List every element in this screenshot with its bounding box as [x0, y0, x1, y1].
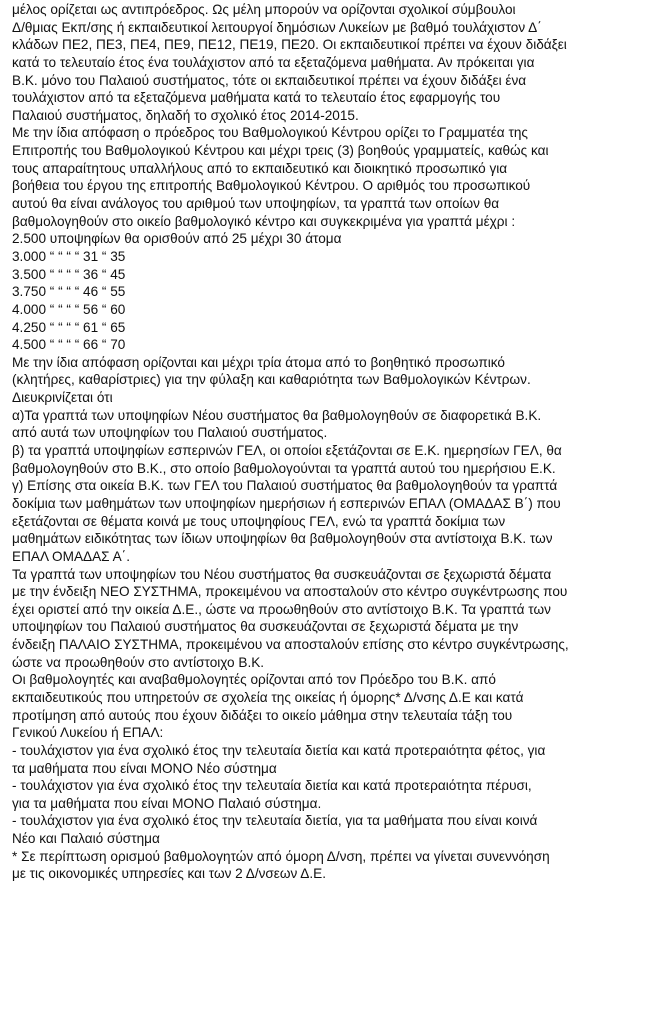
text-line: Με την ίδια απόφαση ορίζονται και μέχρι τρία άτομα από το βοηθητικό προσωπικό [12, 354, 505, 370]
text-line: εκπαιδευτικούς που υπηρετούν σε σχολεία της οικείας ή όμορης* Δ/νσης Δ.Ε και κατά [12, 689, 524, 705]
text-line: 3.000 “ “ “ “ 31 “ 35 [12, 248, 126, 264]
text-line: μαθημάτων ειδικότητας των ίδιων υποψηφίων θα βαθμολογηθούν στα αντίστοιχα Β.Κ. των [12, 531, 553, 547]
text-line: * Σε περίπτωση ορισμού βαθμολογητών από όμορη Δ/νση, πρέπει να γίνεται συνεννόηση [12, 848, 550, 864]
text-line: βαθμολογηθούν στο Β.Κ., στο οποίο βαθμολογούνται τα γραπτά αυτού του ημερήσιου Ε.Κ. [12, 460, 556, 476]
text-line: Δ/θμιας Εκπ/σης ή εκπαιδευτικοί λειτουργοί δημόσιων Λυκείων με βαθμό τουλάχιστον Δ΄ [12, 19, 542, 35]
text-line: από αυτά των υποψηφίων του Παλαιού συστήματος. [12, 425, 328, 441]
text-line: με την ένδειξη ΝΕΟ ΣΥΣΤΗΜΑ, προκειμένου να αποσταλούν στο κέντρο συγκέντρωσης που [12, 584, 568, 600]
text-line: δοκίμια των μαθημάτων των υποψηφίων ημερήσιων ή εσπερινών ΕΠΑΛ (ΟΜΑΔΑΣ Β΄) που [12, 495, 561, 511]
text-line: γ) Επίσης στα οικεία Β.Κ. των ΓΕΛ του Παλαιού συστήματος θα βαθμολογηθούν τα γραπτά [12, 478, 558, 494]
text-line: - τουλάχιστον για ένα σχολικό έτος την τελευταία διετία και κατά προτεραιότητα φέτος, για [12, 742, 546, 758]
text-line: β) τα γραπτά υποψηφίων εσπερινών ΓΕΛ, οι οποίοι εξετάζονται σε Ε.Κ. ημερησίων ΓΕΛ, θα [12, 443, 562, 459]
text-line: 4.250 “ “ “ “ 61 “ 65 [12, 319, 126, 335]
text-line: 3.750 “ “ “ “ 46 “ 55 [12, 284, 126, 300]
text-line: τους απαραίτητους υπαλλήλους από το εκπαιδευτικό και διοικητικό προσωπικό για [12, 160, 508, 176]
text-line: έχει οριστεί από την οικεία Δ.Ε., ώστε να προωθηθούν στο αντίστοιχο Β.Κ. Τα γραπτά των [12, 601, 551, 617]
text-line: ένδειξη ΠΑΛΑΙΟ ΣΥΣΤΗΜΑ, προκειμένου να αποσταλούν επίσης στο κέντρο συγκέντρωσης, [12, 637, 569, 653]
text-line: αυτού θα είναι ανάλογος του αριθμού των υποψηφίων, τα γραπτά των οποίων θα [12, 196, 500, 212]
text-line: βαθμολογηθούν στο οικείο βαθμολογικό κέντρο και συγκεκριμένα για γραπτά μέχρι : [12, 213, 516, 229]
text-line: - τουλάχιστον για ένα σχολικό έτος την τελευταία διετία, για τα μαθήματα που είναι κοινά [12, 813, 538, 829]
text-line: Παλαιού συστήματος, δηλαδή το σχολικό έτος 2014-2015. [12, 107, 359, 123]
text-line: Με την ίδια απόφαση ο πρόεδρος του Βαθμολογικού Κέντρου ορίζει το Γραμματέα της [12, 125, 528, 141]
text-line: κατά το τελευταίο έτος ένα τουλάχιστον από τα εξεταζόμενα μαθήματα. Αν πρόκειται για [12, 54, 535, 70]
text-line: εξετάζονται σε θέματα κοινά με τους υποψηφίους ΓΕΛ, ενώ τα γραπτά δοκίμια των [12, 513, 506, 529]
text-line: υποψηφίων του Παλαιού συστήματος θα συσκευάζονται σε ξεχωριστά δέματα με την [12, 619, 519, 635]
text-line: Τα γραπτά των υποψηφίων του Νέου συστήματος θα συσκευάζονται σε ξεχωριστά δέματα [12, 566, 552, 582]
text-line: με τις οικονομικές υπηρεσίες και των 2 Δ/νσεων Δ.Ε. [12, 866, 326, 882]
text-line: 4.500 “ “ “ “ 66 “ 70 [12, 337, 126, 353]
text-line: τουλάχιστον από τα εξεταζόμενα μαθήματα κατά το τελευταίο έτος εφαρμογής του [12, 90, 501, 106]
text-line: βοήθεια του έργου της επιτροπής Βαθμολογικού Κέντρου. Ο αριθμός του προσωπικού [12, 178, 531, 194]
text-line: προτίμηση από αυτούς που έχουν διδάξει το οικείο μάθημα στην τελευταία τάξη του [12, 707, 513, 723]
text-line: Διευκρινίζεται ότι [12, 390, 113, 406]
text-line: 2.500 υποψηφίων θα ορισθούν από 25 μέχρι 30 άτομα [12, 231, 342, 247]
text-line: 4.000 “ “ “ “ 56 “ 60 [12, 301, 126, 317]
text-line: Οι βαθμολογητές και αναβαθμολογητές ορίζονται από τον Πρόεδρο του Β.Κ. από [12, 672, 496, 688]
text-line: κλάδων ΠΕ2, ΠΕ3, ΠΕ4, ΠΕ9, ΠΕ12, ΠΕ19, ΠΕ20. Οι εκπαιδευτικοί πρέπει να έχουν διδάξει [12, 37, 567, 53]
text-line: - τουλάχιστον για ένα σχολικό έτος την τελευταία διετία και κατά προτεραιότητα πέρυσι, [12, 778, 532, 794]
text-line: ΕΠΑΛ ΟΜΑΔΑΣ Α΄. [12, 548, 130, 564]
text-line: για τα μαθήματα που είναι ΜΟΝΟ Παλαιό σύστημα. [12, 795, 322, 811]
text-line: Επιτροπής του Βαθμολογικού Κέντρου και μέχρι τρεις (3) βοηθούς γραμματείς, καθώς και [12, 143, 549, 159]
text-line: (κλητήρες, καθαρίστριες) για την φύλαξη και καθαριότητα των Βαθμολογικών Κέντρων. [12, 372, 531, 388]
text-line: 3.500 “ “ “ “ 36 “ 45 [12, 266, 126, 282]
text-line: α)Τα γραπτά των υποψηφίων Νέου συστήματος θα βαθμολογηθούν σε διαφορετικά Β.Κ. [12, 407, 542, 423]
text-line: ώστε να προωθηθούν στο αντίστοιχο Β.Κ. [12, 654, 265, 670]
text-line: Νέο και Παλαιό σύστημα [12, 831, 160, 847]
text-line: μέλος ορίζεται ως αντιπρόεδρος. Ως μέλη μπορούν να ορίζονται σχολικοί σύμβουλοι [12, 2, 516, 17]
text-line: τα μαθήματα που είναι ΜΟΝΟ Νέο σύστημα [12, 760, 277, 776]
text-line: Β.Κ. μόνο του Παλαιού συστήματος, τότε οι εκπαιδευτικοί πρέπει να έχουν διδάξει ένα [12, 72, 527, 88]
text-line: Γενικού Λυκείου ή ΕΠΑΛ: [12, 725, 164, 741]
